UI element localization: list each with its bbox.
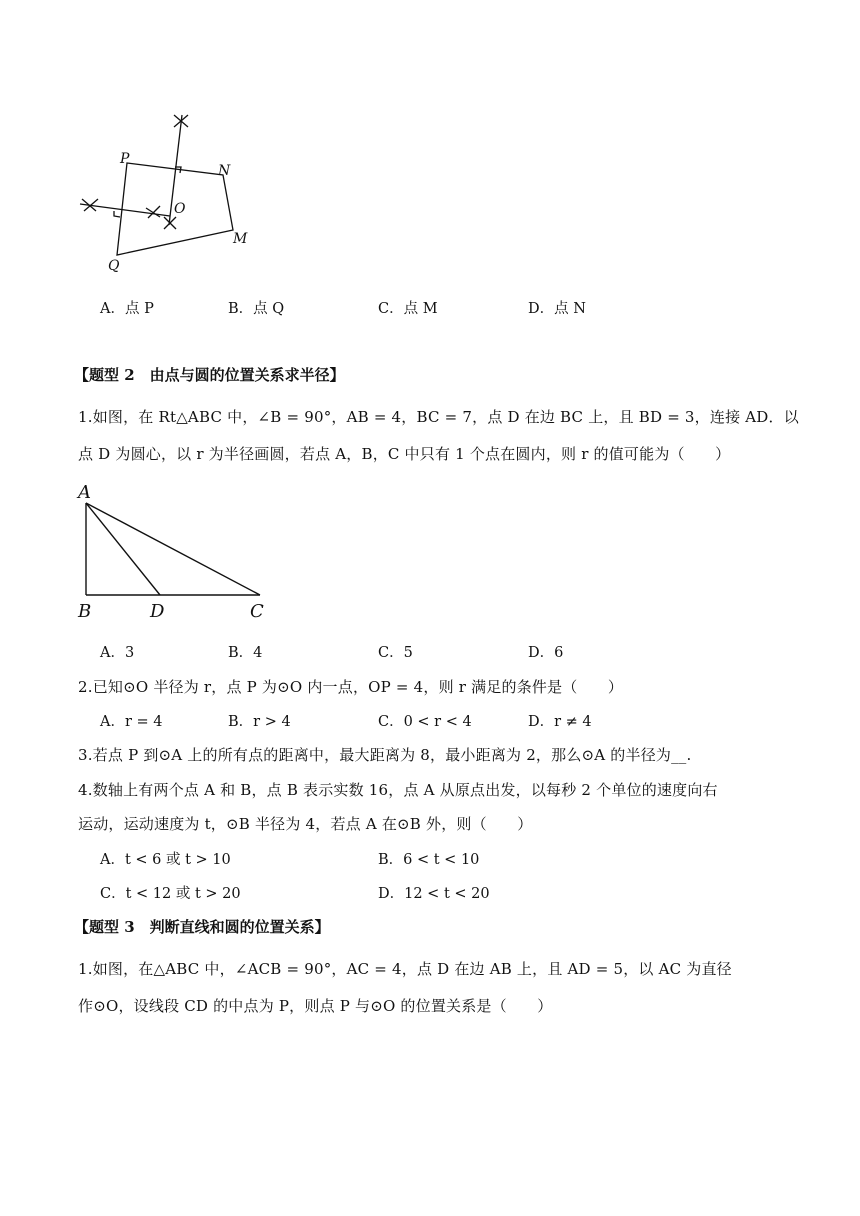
- s2-q4-line1: 4.数轴上有两个点 A 和 B，点 B 表示实数 16，点 A 从原点出发，以每秒 2 个单位的速度向右: [78, 781, 718, 799]
- q0-option-c[interactable]: C．点 M: [378, 301, 438, 317]
- quadrilateral-figure: [70, 105, 270, 280]
- s2-q1-option-c[interactable]: C．5: [378, 645, 413, 661]
- q0-option-b[interactable]: B．点 Q: [228, 301, 285, 317]
- label-d: D: [150, 601, 165, 622]
- label-q: Q: [108, 258, 120, 274]
- triangle-abc-figure: [74, 476, 274, 624]
- s2-q4-option-b[interactable]: B．6 < t < 10: [378, 852, 480, 868]
- q0-option-a[interactable]: A．点 P: [100, 301, 154, 317]
- s2-q1-option-d[interactable]: D．6: [528, 645, 564, 661]
- s2-q1-option-a[interactable]: A．3: [100, 645, 135, 661]
- section2-title: 【题型 2 由点与圆的位置关系求半径】: [74, 366, 345, 384]
- s2-q2-line1: 2.已知⊙O 半径为 r，点 P 为⊙O 内一点，OP = 4，则 r 满足的条件是（ ）: [78, 678, 624, 696]
- label-o: O: [174, 201, 186, 217]
- label-n: N: [218, 163, 231, 179]
- s2-q2-option-a[interactable]: A．r = 4: [100, 714, 163, 730]
- s2-q4-option-c[interactable]: C．t < 12 或 t > 20: [100, 886, 241, 902]
- s2-q3-line1: 3.若点 P 到⊙A 上的所有点的距离中，最大距离为 8，最小距离为 2，那么⊙A 的半径为__.: [78, 746, 692, 764]
- label-a: A: [78, 482, 91, 503]
- s2-q4-option-a[interactable]: A．t < 6 或 t > 10: [100, 852, 231, 868]
- label-p: P: [120, 151, 130, 167]
- label-b: B: [78, 601, 92, 622]
- label-m: M: [233, 231, 248, 247]
- s2-q2-option-c[interactable]: C．0 < r < 4: [378, 714, 472, 730]
- s2-q1-option-b[interactable]: B．4: [228, 645, 263, 661]
- q0-option-d[interactable]: D．点 N: [528, 301, 586, 317]
- s2-q4-line2: 运动，运动速度为 t，⊙B 半径为 4，若点 A 在⊙B 外，则（ ）: [78, 815, 533, 833]
- s2-q1-line2: 点 D 为圆心，以 r 为半径画圆，若点 A，B，C 中只有 1 个点在圆内，则 r 的值可能为（ ）: [78, 445, 731, 463]
- s3-q1-line1: 1.如图，在△ABC 中，∠ACB = 90°，AC = 4，点 D 在边 AB 上，且 AD = 5，以 AC 为直径: [78, 960, 732, 978]
- s2-q4-option-d[interactable]: D．12 < t < 20: [378, 886, 490, 902]
- s2-q1-line1: 1.如图，在 Rt△ABC 中，∠B = 90°，AB = 4，BC = 7，点 D 在边 BC 上，且 BD = 3，连接 AD．以: [78, 408, 799, 426]
- s2-q2-option-b[interactable]: B．r > 4: [228, 714, 291, 730]
- s3-q1-line2: 作⊙O，设线段 CD 的中点为 P，则点 P 与⊙O 的位置关系是（ ）: [78, 997, 553, 1015]
- s2-q2-option-d[interactable]: D．r ≠ 4: [528, 714, 592, 730]
- section3-title: 【题型 3 判断直线和圆的位置关系】: [74, 918, 330, 936]
- label-c: C: [250, 601, 264, 622]
